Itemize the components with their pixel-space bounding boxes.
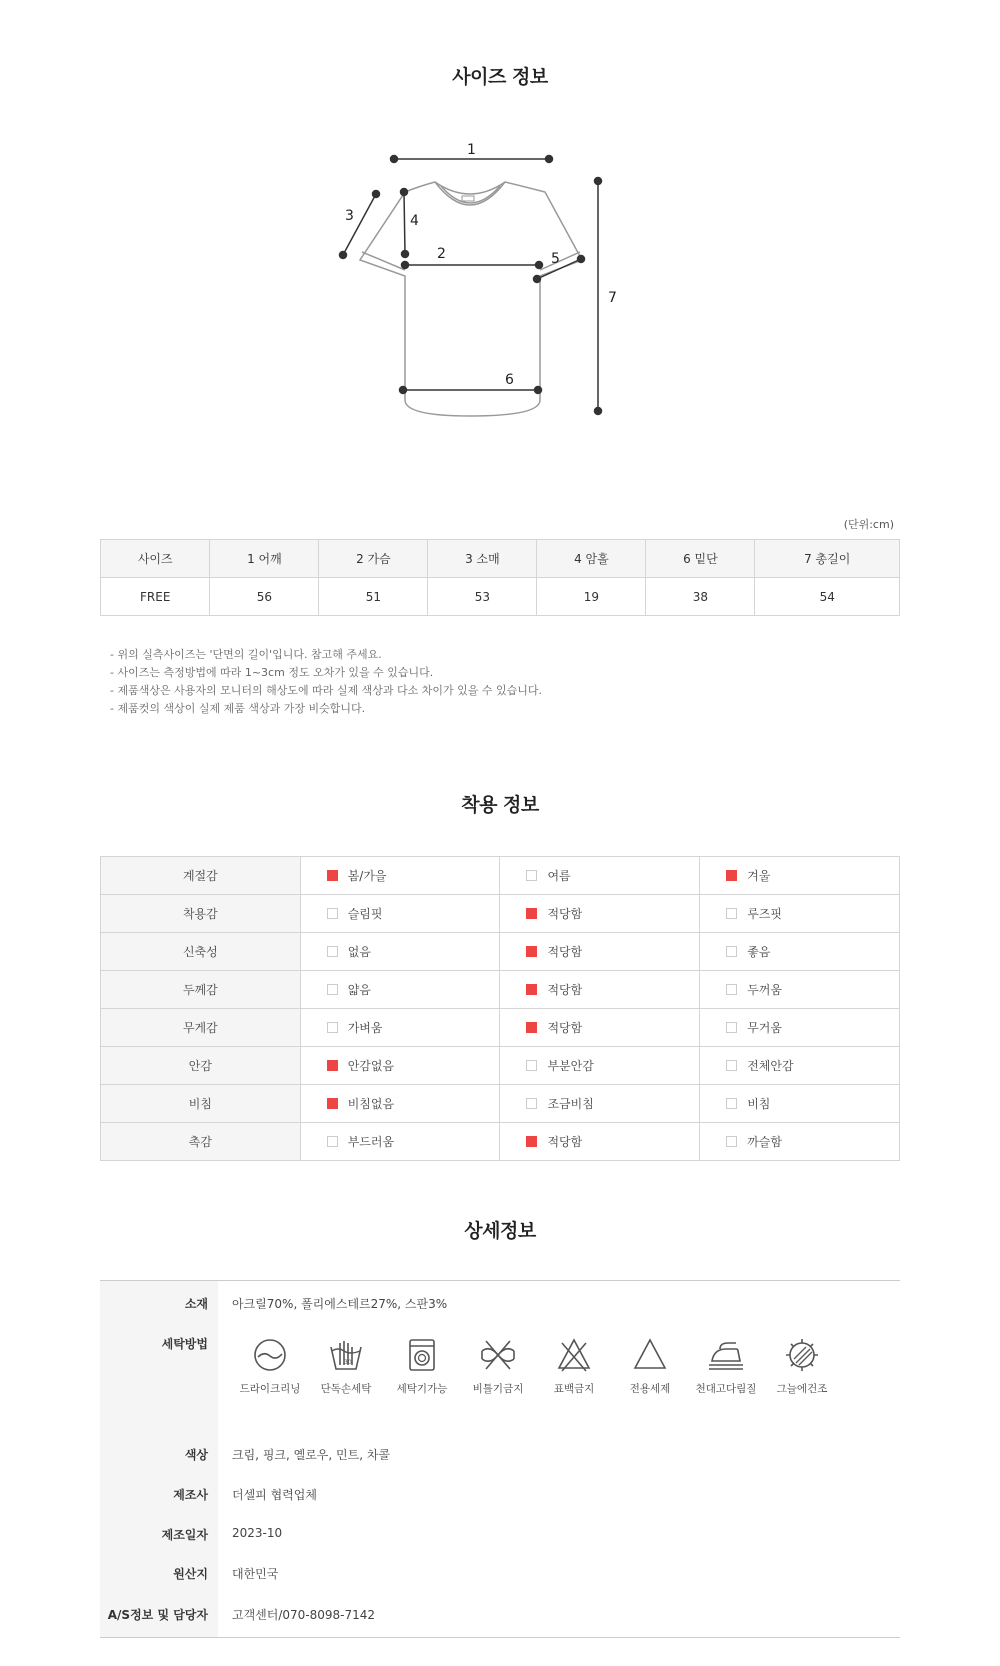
fit-option-label: 적당함	[547, 907, 583, 921]
wash-method	[460, 1335, 536, 1396]
fit-option	[300, 1047, 500, 1085]
size-info-title: 사이즈 정보	[452, 66, 548, 88]
fit-table	[100, 856, 900, 1161]
wash-method-label: 천대고다림질	[695, 1383, 757, 1395]
fit-option-label: 적당함	[547, 1135, 583, 1149]
fit-option	[700, 857, 900, 895]
unchecked-box-icon	[726, 1136, 737, 1147]
fit-option	[300, 933, 500, 971]
fit-option-label: 까슬함	[747, 1135, 782, 1149]
unchecked-box-icon	[726, 1022, 737, 1033]
fit-option	[500, 895, 700, 933]
fit-row-label: 안감	[101, 1047, 301, 1085]
unchecked-box-icon	[726, 946, 737, 957]
table-row	[101, 857, 900, 895]
fit-option	[500, 971, 700, 1009]
fit-row-label: 착용감	[101, 895, 301, 933]
fit-option	[700, 1009, 900, 1047]
unchecked-box-icon	[726, 908, 737, 919]
diagram-label-7: 7	[608, 290, 617, 306]
size-header-cell: 4 암홀	[537, 540, 646, 578]
fit-row-label: 신축성	[101, 933, 301, 971]
size-notes	[110, 646, 542, 718]
unchecked-box-icon	[526, 870, 537, 881]
fit-option	[500, 1085, 700, 1123]
size-header-cell: 2 가슴	[319, 540, 428, 578]
fit-option-label: 좋음	[747, 945, 771, 959]
fit-option	[700, 1047, 900, 1085]
size-cell: 56	[210, 578, 319, 616]
svg-text:30: 30	[344, 1359, 352, 1366]
unchecked-box-icon	[526, 1098, 537, 1109]
table-row	[101, 1123, 900, 1161]
fit-option	[500, 1047, 700, 1085]
size-cell: 53	[428, 578, 537, 616]
diagram-label-6: 6	[505, 372, 514, 388]
size-note: - 제품컷의 색상이 실제 제품 색상과 가장 비슷합니다.	[110, 702, 366, 715]
size-header-cell: 3 소매	[428, 540, 537, 578]
checked-box-icon	[526, 908, 537, 919]
fit-option	[700, 895, 900, 933]
shade-dry-icon	[782, 1335, 822, 1375]
fit-option	[500, 857, 700, 895]
fit-option	[500, 933, 700, 971]
fit-option-label: 두꺼움	[747, 983, 782, 997]
diagram-label-1: 1	[467, 142, 476, 158]
dry-clean-icon	[250, 1335, 290, 1375]
table-row	[101, 895, 900, 933]
fit-option	[700, 1085, 900, 1123]
checked-box-icon	[327, 1098, 338, 1109]
table-row	[101, 1009, 900, 1047]
size-cell: 51	[319, 578, 428, 616]
checked-box-icon	[726, 870, 737, 881]
detail-value: 2023-10	[232, 1526, 283, 1540]
fit-option	[700, 971, 900, 1009]
no-wring-icon	[478, 1335, 518, 1375]
diagram-label-3: 3	[345, 208, 354, 224]
detail-label: 세탁방법	[161, 1337, 208, 1351]
wash-method-label: 단독손세탁	[320, 1383, 372, 1395]
diagram-label-5: 5	[551, 251, 560, 267]
fit-row-label: 무게감	[101, 1009, 301, 1047]
detail-label: 색상	[184, 1448, 208, 1462]
fit-option-label: 부분안감	[547, 1059, 594, 1073]
unchecked-box-icon	[726, 984, 737, 995]
fit-option	[300, 1085, 500, 1123]
unchecked-box-icon	[726, 1060, 737, 1071]
detail-label: 제조사	[173, 1488, 208, 1502]
neutral-detergent-icon	[630, 1335, 670, 1375]
fit-option	[300, 1009, 500, 1047]
fit-option-label: 조금비침	[547, 1097, 594, 1111]
fit-option-label: 없음	[347, 945, 371, 959]
cloth-iron-icon	[706, 1335, 746, 1375]
diagram-label-4: 4	[410, 213, 419, 229]
size-header-cell: 7 총길이	[755, 540, 900, 578]
wash-method	[612, 1335, 688, 1396]
fit-option-label: 얇음	[347, 983, 371, 997]
wash-method	[384, 1335, 460, 1396]
table-row	[101, 1047, 900, 1085]
fit-option-label: 봄/가을	[347, 869, 387, 883]
table-row	[101, 933, 900, 971]
size-note: - 사이즈는 측정방법에 따라 1~3cm 정도 오차가 있을 수 있습니다.	[110, 666, 434, 679]
fit-option-label: 슬림핏	[347, 907, 383, 921]
size-table	[100, 539, 900, 616]
fit-option	[700, 933, 900, 971]
fit-row-label: 계절감	[101, 857, 301, 895]
wash-method-label: 그늘에건조	[776, 1383, 828, 1395]
detail-value: 대한민국	[232, 1567, 279, 1581]
fit-option-label: 전체안감	[747, 1059, 794, 1073]
fit-option	[300, 1123, 500, 1161]
table-row	[101, 1085, 900, 1123]
fit-option-label: 루즈핏	[747, 907, 782, 921]
wash-method-label: 비틀기금지	[472, 1383, 524, 1395]
fit-option-label: 무거움	[747, 1021, 782, 1035]
unchecked-box-icon	[726, 1098, 737, 1109]
size-header-cell: 사이즈	[101, 540, 210, 578]
fit-info-title: 착용 정보	[461, 794, 539, 816]
table-row	[101, 578, 900, 616]
fit-option-label: 안감없음	[347, 1059, 395, 1073]
unchecked-box-icon	[327, 1022, 338, 1033]
checked-box-icon	[327, 870, 338, 881]
fit-option-label: 겨울	[747, 869, 771, 883]
wash-method-label: 세탁기가능	[396, 1383, 448, 1395]
wash-method-label: 드라이크리닝	[239, 1383, 301, 1395]
wash-method-label: 전용세제	[629, 1383, 671, 1395]
fit-option-label: 여름	[547, 869, 571, 883]
size-header-cell: 1 어깨	[210, 540, 319, 578]
wash-method	[308, 1335, 384, 1396]
size-note: - 제품색상은 사용자의 모니터의 해상도에 따라 실제 색상과 다소 차이가 있을 수 있습니다.	[110, 684, 542, 697]
fit-option-label: 적당함	[547, 983, 583, 997]
size-table-header-row	[101, 540, 900, 578]
unchecked-box-icon	[327, 908, 338, 919]
fit-option	[300, 895, 500, 933]
checked-box-icon	[526, 946, 537, 957]
tshirt-measurement-diagram	[340, 140, 670, 460]
size-note: - 위의 실측사이즈는 '단면의 길이'입니다. 참고해 주세요.	[110, 648, 382, 661]
fit-option-label: 비침	[747, 1097, 771, 1111]
unchecked-box-icon	[526, 1060, 537, 1071]
hand-wash-icon	[326, 1335, 366, 1375]
table-row	[101, 971, 900, 1009]
detail-label: 제조일자	[161, 1528, 208, 1542]
fit-option-label: 가벼움	[347, 1021, 383, 1035]
fit-row-label: 촉감	[101, 1123, 301, 1161]
checked-box-icon	[327, 1060, 338, 1071]
unit-label: (단위:cm)	[843, 518, 894, 531]
fit-option-label: 부드러움	[347, 1135, 395, 1149]
wash-method	[764, 1335, 840, 1396]
wash-method	[688, 1335, 764, 1396]
detail-value: 고객센터/070-8098-7142	[232, 1608, 376, 1622]
detail-value: 더셀피 협력업체	[232, 1488, 317, 1502]
wash-method	[232, 1335, 308, 1396]
size-header-cell: 6 밑단	[646, 540, 755, 578]
unchecked-box-icon	[327, 984, 338, 995]
size-cell: 38	[646, 578, 755, 616]
fit-option	[300, 857, 500, 895]
fit-option	[500, 1009, 700, 1047]
checked-box-icon	[526, 1136, 537, 1147]
fit-option-label: 비침없음	[347, 1097, 395, 1111]
fit-row-label: 두께감	[101, 971, 301, 1009]
fit-option-label: 적당함	[547, 1021, 583, 1035]
fit-option	[500, 1123, 700, 1161]
checked-box-icon	[526, 984, 537, 995]
detail-info-title: 상세정보	[464, 1220, 536, 1242]
fit-row-label: 비침	[101, 1085, 301, 1123]
size-cell: 54	[755, 578, 900, 616]
checked-box-icon	[526, 1022, 537, 1033]
fit-option-label: 적당함	[547, 945, 583, 959]
detail-value: 크림, 핑크, 옐로우, 민트, 차콜	[232, 1448, 391, 1462]
detail-value: 아크릴70%, 폴리에스테르27%, 스판3%	[232, 1297, 448, 1311]
detail-label: 소재	[184, 1297, 208, 1311]
wash-methods	[232, 1335, 872, 1415]
size-cell: 19	[537, 578, 646, 616]
detail-label: 원산지	[173, 1567, 208, 1581]
washing-machine-icon	[402, 1335, 442, 1375]
detail-info-table	[100, 1280, 900, 1638]
wash-method-label: 표백금지	[553, 1383, 595, 1395]
wash-method	[536, 1335, 612, 1396]
diagram-label-2: 2	[437, 246, 446, 262]
unchecked-box-icon	[327, 1136, 338, 1147]
fit-option	[700, 1123, 900, 1161]
size-cell: FREE	[101, 578, 210, 616]
unchecked-box-icon	[327, 946, 338, 957]
fit-option	[300, 971, 500, 1009]
detail-label: A/S정보 및 담당자	[107, 1608, 208, 1622]
no-bleach-icon	[554, 1335, 594, 1375]
